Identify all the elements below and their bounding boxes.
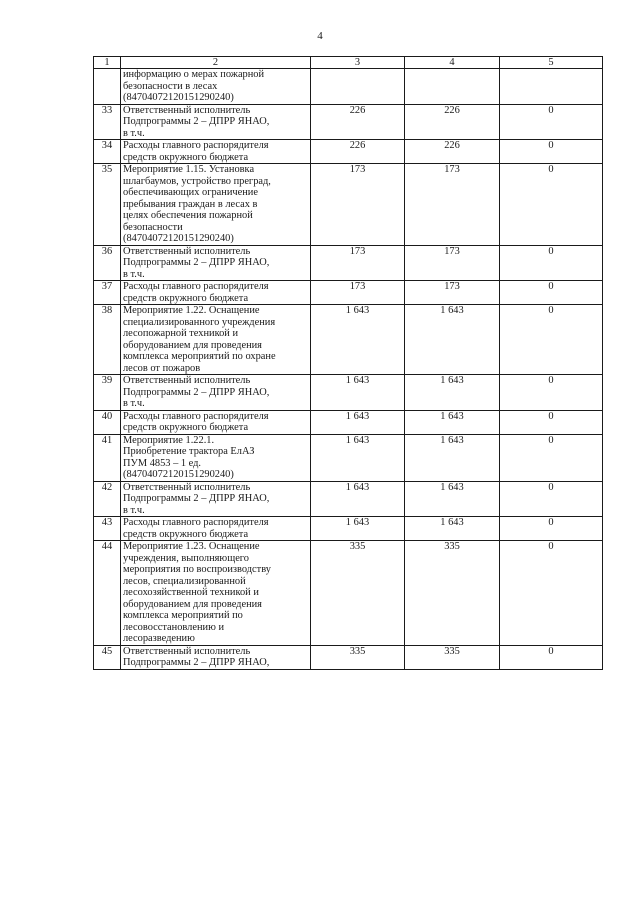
budget-table: [93, 56, 603, 670]
table-row: [94, 104, 603, 140]
column-header-4: 4: [405, 57, 500, 69]
row-value-col4: 335: [405, 645, 500, 669]
row-description: Ответственный исполнитель Подпрограммы 2 – ДПРР ЯНАО, в т.ч.: [121, 245, 311, 281]
row-value-col3: 1 643: [311, 517, 405, 541]
row-value-col3: 1 643: [311, 305, 405, 375]
table-header-row: [94, 57, 603, 69]
table-row: [94, 541, 603, 646]
table-row: [94, 517, 603, 541]
row-value-col4: 1 643: [405, 410, 500, 434]
row-number: 33: [94, 104, 121, 140]
row-description: Расходы главного распорядителя средств окружного бюджета: [121, 517, 311, 541]
row-value-col4: 173: [405, 281, 500, 305]
row-value-col3: 173: [311, 245, 405, 281]
row-value-col4: 173: [405, 164, 500, 246]
row-number: 39: [94, 375, 121, 411]
row-value-col3: 226: [311, 104, 405, 140]
row-value-col5: 0: [500, 645, 603, 669]
row-value-col3: 335: [311, 645, 405, 669]
row-value-col4: 173: [405, 245, 500, 281]
row-number: 42: [94, 481, 121, 517]
column-header-5: 5: [500, 57, 603, 69]
row-value-col3: [311, 69, 405, 105]
page-number: 4: [317, 30, 323, 42]
table-row: [94, 245, 603, 281]
row-value-col3: 173: [311, 164, 405, 246]
table-body: [94, 69, 603, 670]
row-value-col5: 0: [500, 305, 603, 375]
row-value-col3: 226: [311, 140, 405, 164]
row-value-col5: 0: [500, 541, 603, 646]
row-value-col4: 1 643: [405, 375, 500, 411]
row-number: 41: [94, 434, 121, 481]
row-number: 43: [94, 517, 121, 541]
row-value-col4: 1 643: [405, 305, 500, 375]
row-number: 40: [94, 410, 121, 434]
row-description: Мероприятие 1.22. Оснащение специализированного учреждения лесопожарной техникой и оборудованием для проведения комплекса мероприятий по охране лесов от пожаров: [121, 305, 311, 375]
row-value-col3: 1 643: [311, 481, 405, 517]
row-value-col5: 0: [500, 164, 603, 246]
table-row: [94, 140, 603, 164]
row-value-col5: 0: [500, 104, 603, 140]
row-number: [94, 69, 121, 105]
row-number: 34: [94, 140, 121, 164]
row-number: 38: [94, 305, 121, 375]
row-description: Ответственный исполнитель Подпрограммы 2 – ДПРР ЯНАО,: [121, 645, 311, 669]
row-value-col5: 0: [500, 245, 603, 281]
table-row: [94, 281, 603, 305]
table-row: [94, 305, 603, 375]
row-value-col3: 335: [311, 541, 405, 646]
row-value-col4: 1 643: [405, 517, 500, 541]
table-row: [94, 645, 603, 669]
row-value-col3: 1 643: [311, 410, 405, 434]
row-description: информацию о мерах пожарной безопасности в лесах (84704072120151290240): [121, 69, 311, 105]
row-value-col4: 335: [405, 541, 500, 646]
row-value-col4: 1 643: [405, 434, 500, 481]
row-description: Мероприятие 1.22.1. Приобретение трактора ЕлАЗ ПУМ 4853 – 1 ед. (84704072120151290240): [121, 434, 311, 481]
row-value-col4: 1 643: [405, 481, 500, 517]
column-header-2: 2: [121, 57, 311, 69]
table-row: [94, 69, 603, 105]
table-row: [94, 434, 603, 481]
column-header-1: 1: [94, 57, 121, 69]
row-number: 35: [94, 164, 121, 246]
row-number: 45: [94, 645, 121, 669]
table-row: [94, 410, 603, 434]
row-value-col3: 173: [311, 281, 405, 305]
row-description: Ответственный исполнитель Подпрограммы 2 – ДПРР ЯНАО, в т.ч.: [121, 375, 311, 411]
row-description: Ответственный исполнитель Подпрограммы 2 – ДПРР ЯНАО, в т.ч.: [121, 481, 311, 517]
row-value-col5: 0: [500, 517, 603, 541]
table-row: [94, 481, 603, 517]
row-value-col5: 0: [500, 281, 603, 305]
row-description: Расходы главного распорядителя средств окружного бюджета: [121, 281, 311, 305]
row-description: Мероприятие 1.15. Установка шлагбаумов, устройство преград, обеспечивающих ограничение пребывания граждан в лесах в целях обеспечения пожарной безопасности (84704072120151290240): [121, 164, 311, 246]
row-value-col5: 0: [500, 140, 603, 164]
row-value-col3: 1 643: [311, 434, 405, 481]
row-description: Расходы главного распорядителя средств окружного бюджета: [121, 140, 311, 164]
row-value-col4: [405, 69, 500, 105]
row-description: Мероприятие 1.23. Оснащение учреждения, выполняющего мероприятия по воспроизводству лесов, специализированной лесохозяйственной техникой и оборудованием для проведения комплекса мероприятий по лесовосстановлению и лесоразведению: [121, 541, 311, 646]
row-value-col3: 1 643: [311, 375, 405, 411]
row-value-col5: 0: [500, 481, 603, 517]
row-number: 37: [94, 281, 121, 305]
row-value-col5: 0: [500, 410, 603, 434]
row-description: Ответственный исполнитель Подпрограммы 2 – ДПРР ЯНАО, в т.ч.: [121, 104, 311, 140]
row-description: Расходы главного распорядителя средств окружного бюджета: [121, 410, 311, 434]
table-row: [94, 375, 603, 411]
row-value-col5: [500, 69, 603, 105]
row-number: 44: [94, 541, 121, 646]
row-value-col5: 0: [500, 434, 603, 481]
table-row: [94, 164, 603, 246]
row-value-col5: 0: [500, 375, 603, 411]
row-value-col4: 226: [405, 104, 500, 140]
column-header-3: 3: [311, 57, 405, 69]
row-number: 36: [94, 245, 121, 281]
row-value-col4: 226: [405, 140, 500, 164]
